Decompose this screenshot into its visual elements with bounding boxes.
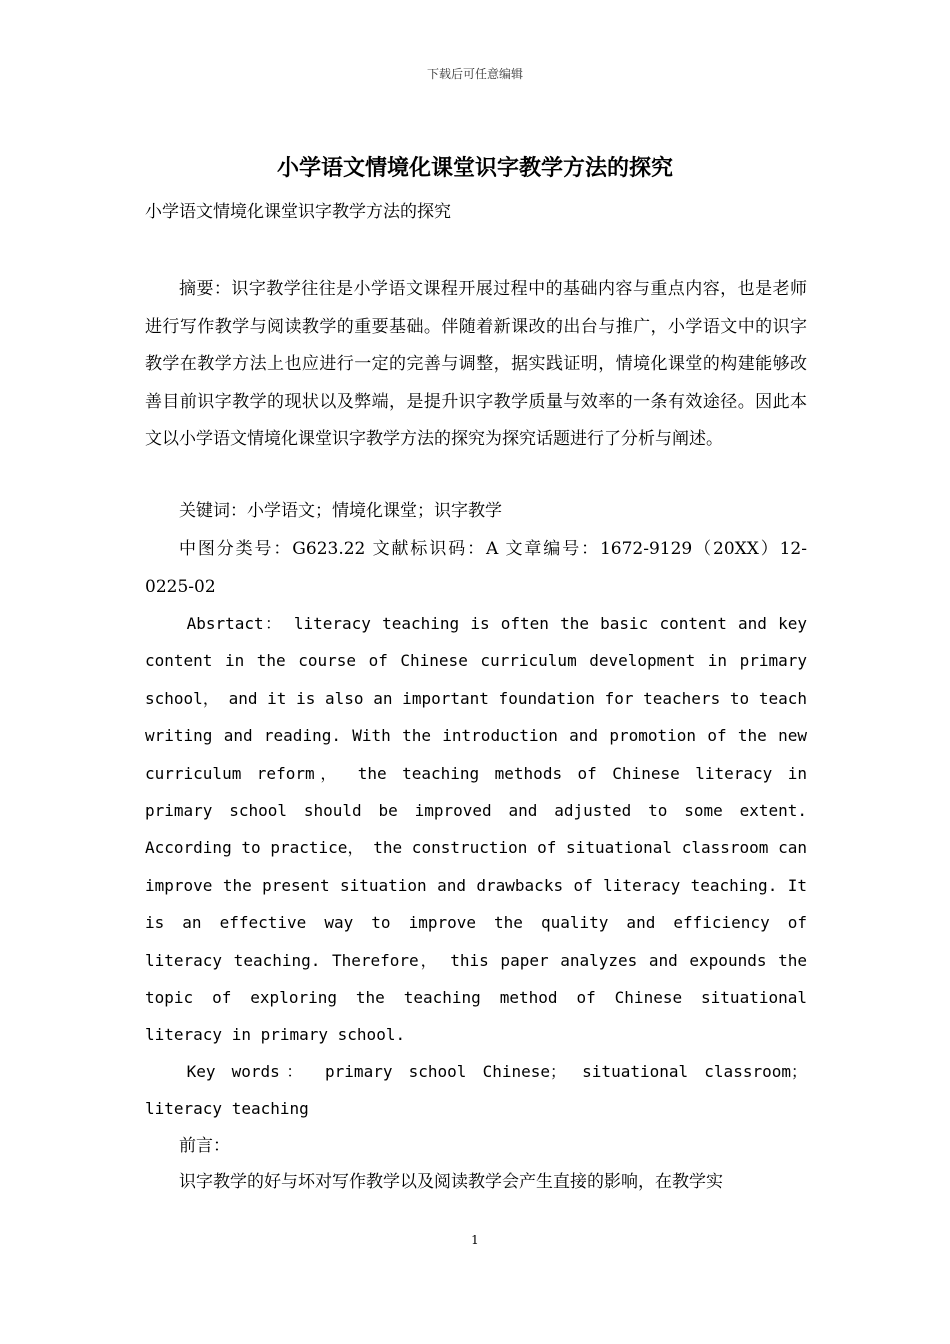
- page-number: 1: [471, 1233, 479, 1247]
- document-subtitle: 小学语文情境化课堂识字教学方法的探究: [145, 202, 451, 222]
- chinese-abstract: 摘要：识字教学往往是小学语文课程开展过程中的基础内容与重点内容，也是老师进行写作教学与阅读教学的重要基础。伴随着新课改的出台与推广，小学语文中的识字教学在教学方法上也应进行一定的完善与调整，据实践证明，情境化课堂的构建能够改善目前识字教学的现状以及弊端，是提升识字教学质量与效率的一条有效途径。因此本文以小学语文情境化课堂识字教学方法的探究为探究话题进行了分析与阐述。: [145, 279, 807, 449]
- preface-paragraph: 识字教学的好与坏对写作教学以及阅读教学会产生直接的影响，在教学实: [179, 1172, 723, 1192]
- preface-heading: 前言：: [179, 1136, 230, 1156]
- english-abstract: Absrtact： literacy teaching is often the basic content and key content in the course of Chinese curriculum development in primary school， and it is also an important foundation for teachers to teach writing and reading. With the introduction and promotion of the new curriculum reform， the teaching methods of Chinese literacy in primary school should be improved and adjusted to some extent. According to practice， the construction of situational classroom can improve the present situation and drawbacks of literacy teaching. It is an effective way to improve the quality and efficiency of literacy teaching. Therefore， this paper analyzes and expounds the topic of exploring the teaching method of Chinese situational literacy in primary school.: [145, 614, 807, 1045]
- page-header-note: 下载后可任意编辑: [426, 67, 523, 81]
- chinese-keywords: 关键词：小学语文；情境化课堂；识字教学: [179, 501, 502, 521]
- english-keywords: Key words： primary school Chinese； situational classroom； literacy teaching: [145, 1062, 807, 1119]
- document-title: 小学语文情境化课堂识字教学方法的探究: [276, 155, 673, 181]
- classification-info: 中图分类号：G623.22 文献标识码：A 文章编号：1672-9129（20XX）12-0225-02: [145, 539, 807, 597]
